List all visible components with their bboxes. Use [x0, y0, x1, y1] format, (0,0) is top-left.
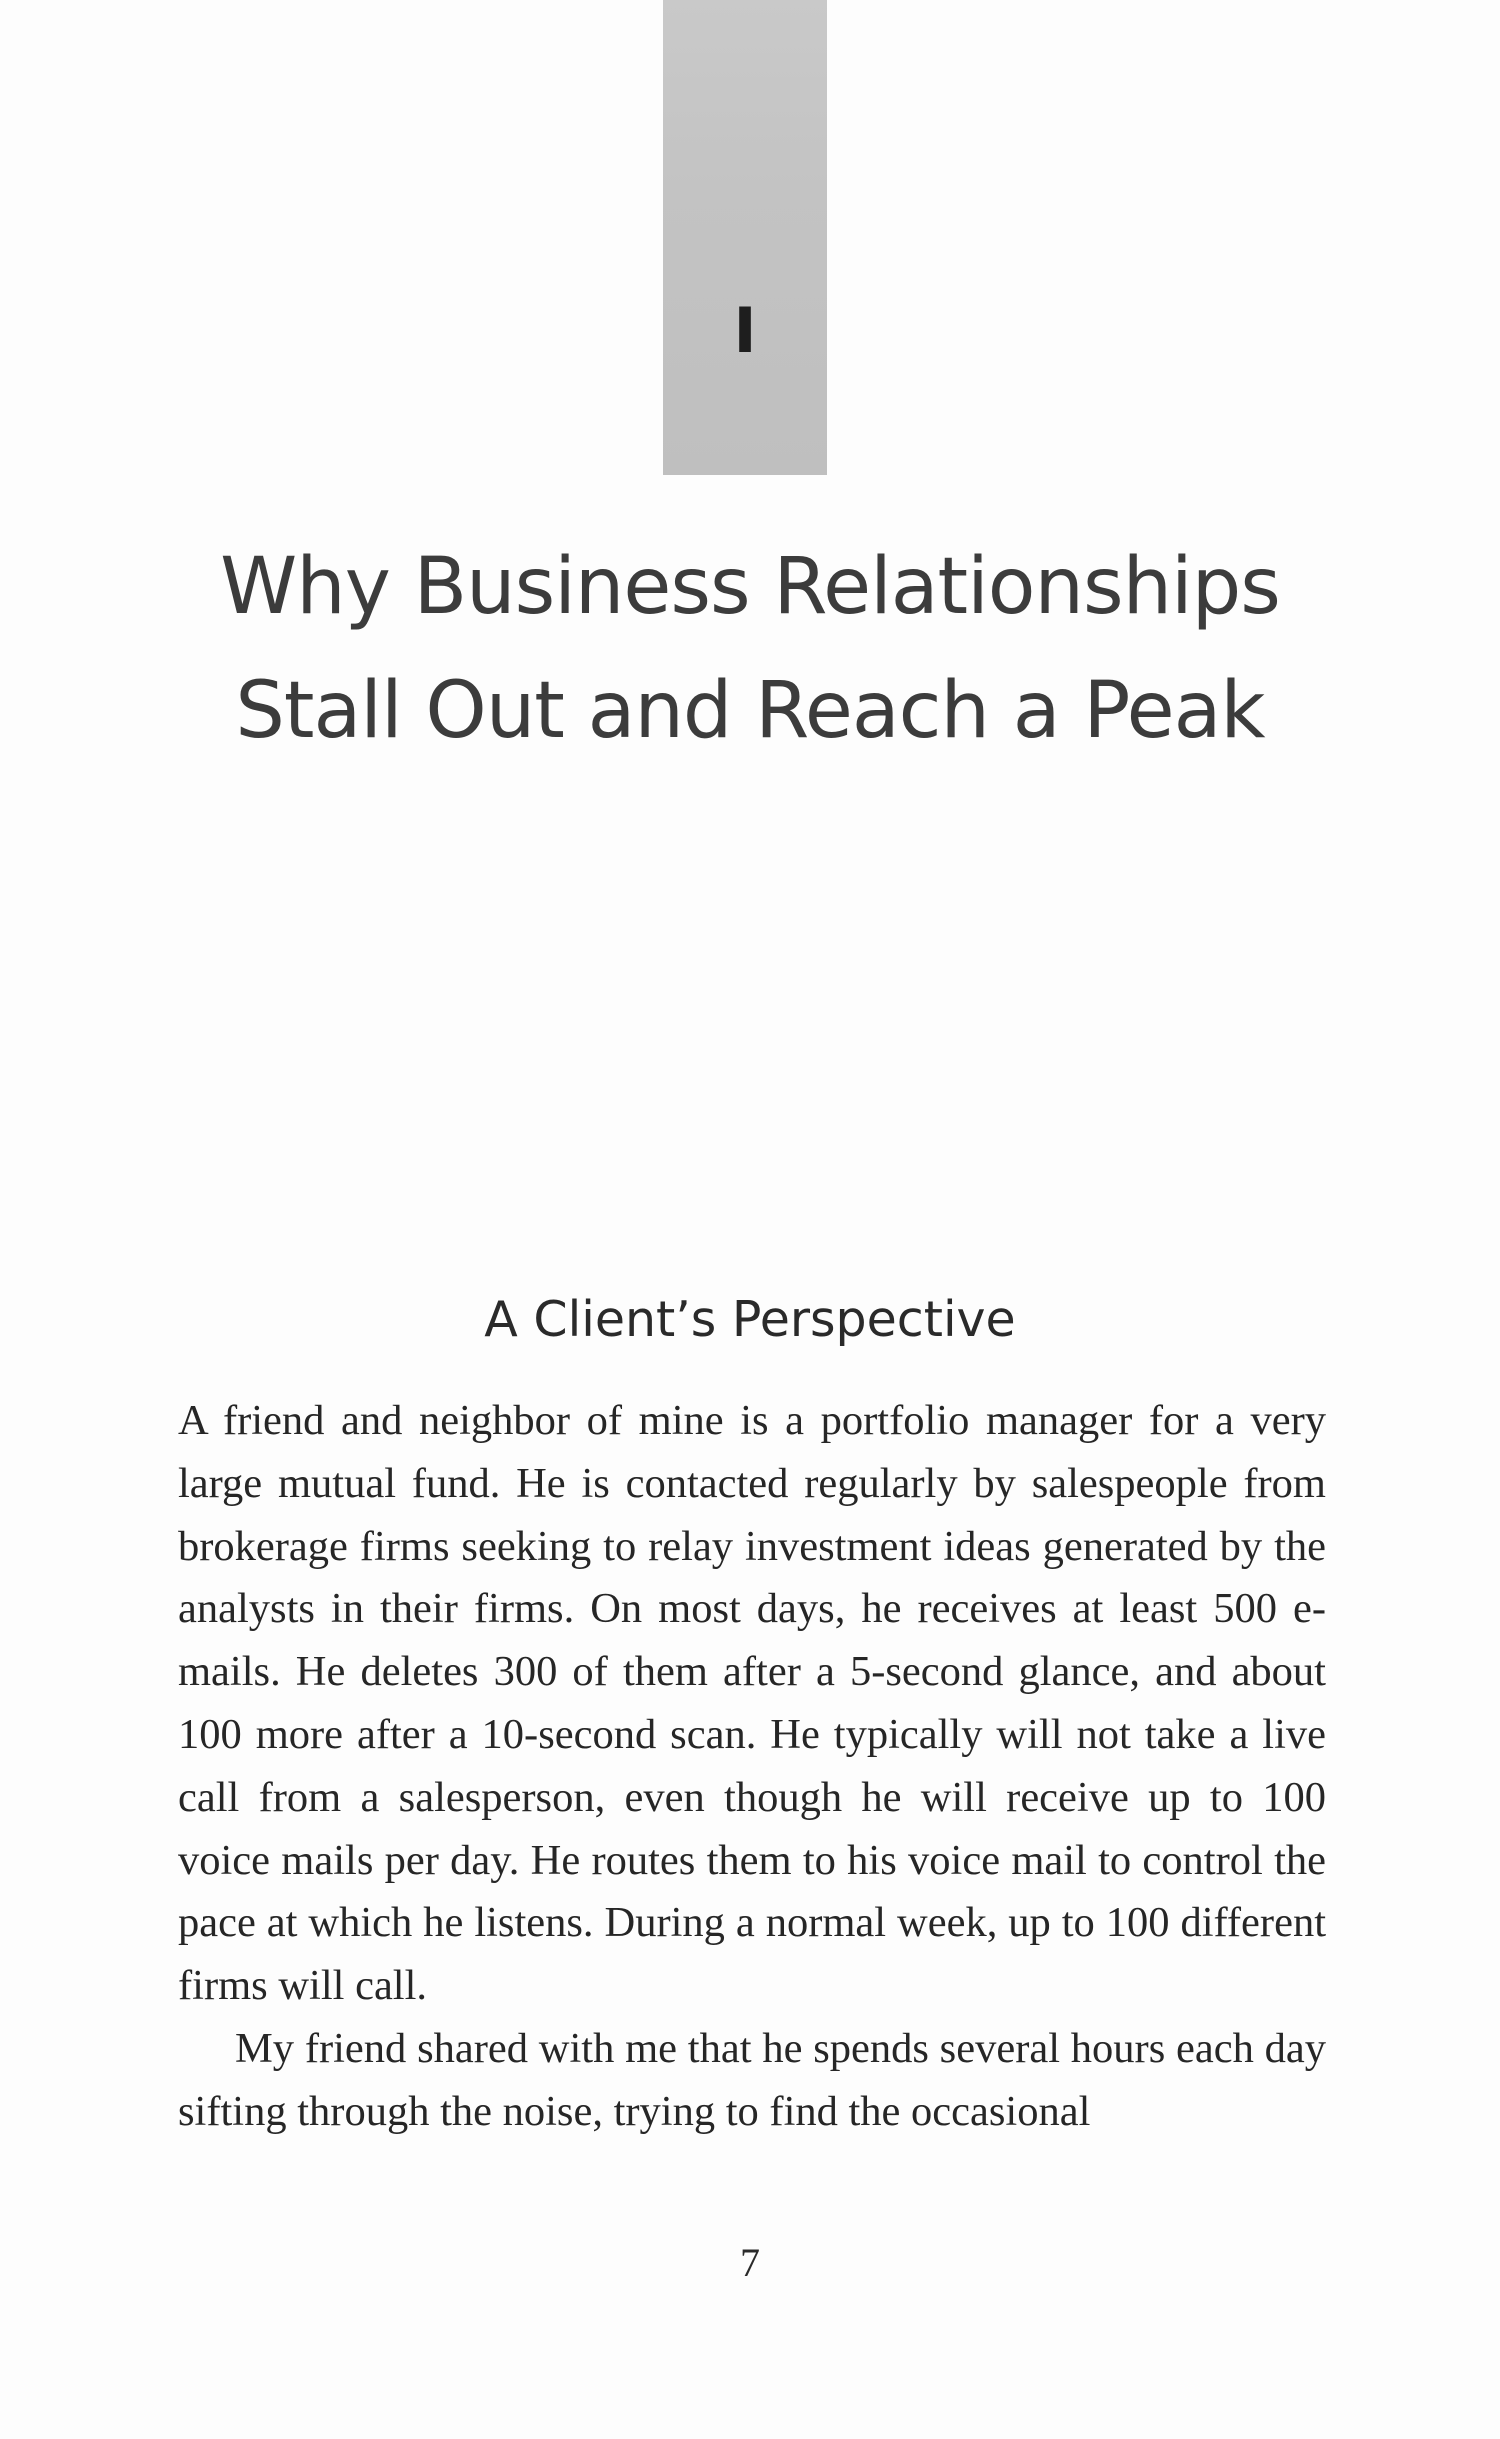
paragraph: A friend and neighbor of mine is a portfolio manager for a very large mutual fund. He is contacted regularly by salespeople from brokerage firms seeking to relay investment ideas generated by the analysts in their firms. On most days, he receives at least 500 e-mails. He deletes 300 of them after a 5-second glance, and about 100 more after a 10-second scan. He typically will not take a live call from a salesperson, even though he will receive up to 100 voice mails per day. He routes them to his voice mail to control the pace at which he listens. During a normal week, up to 100 different firms will call. [178, 1397, 1326, 2010]
paragraph: My friend shared with me that he spends several hours each day sifting through the noise, trying to find the occasional [178, 2024, 1326, 2135]
chapter-title: Why Business Relationships Stall Out and Reach a Peak [220, 542, 1280, 756]
section-heading: A Client’s Perspective [484, 1291, 1016, 1348]
page-number: 7 [740, 2240, 760, 2285]
chapter-number: I [733, 294, 757, 367]
chapter-number-tab [663, 0, 827, 475]
body-text [178, 1390, 1326, 2144]
